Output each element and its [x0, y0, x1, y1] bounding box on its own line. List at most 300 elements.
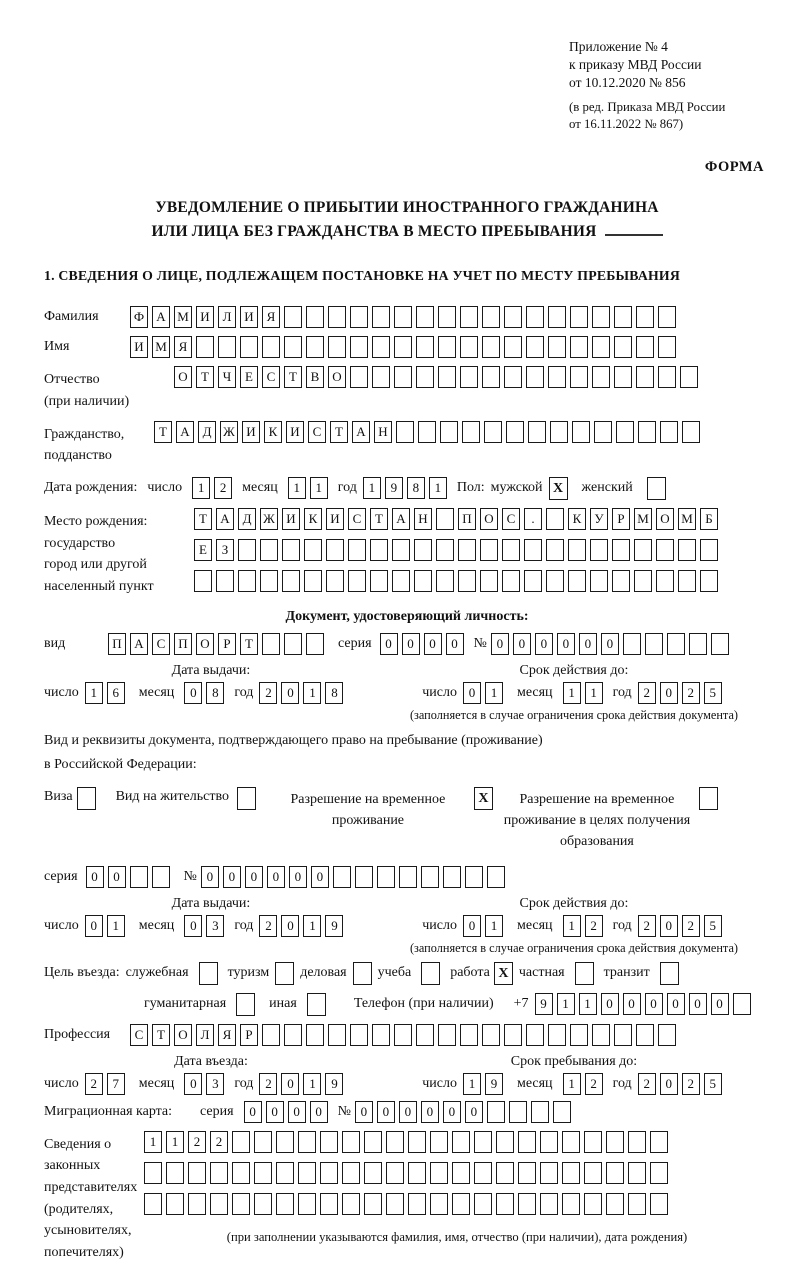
- char-box[interactable]: 0: [463, 682, 481, 704]
- char-box[interactable]: Т: [196, 366, 214, 388]
- char-box[interactable]: [504, 366, 522, 388]
- purpose-other-checkbox[interactable]: [307, 993, 326, 1016]
- char-box[interactable]: И: [286, 421, 304, 443]
- char-box[interactable]: [616, 421, 634, 443]
- char-box[interactable]: [436, 508, 454, 530]
- char-box[interactable]: 0: [310, 1101, 328, 1123]
- char-box[interactable]: 0: [645, 993, 663, 1015]
- char-box[interactable]: 0: [557, 633, 575, 655]
- char-box[interactable]: [496, 1131, 514, 1153]
- char-box[interactable]: [238, 570, 256, 592]
- char-box[interactable]: 5: [704, 682, 722, 704]
- char-box[interactable]: П: [174, 633, 192, 655]
- char-box[interactable]: 1: [429, 477, 447, 499]
- char-box[interactable]: [370, 539, 388, 561]
- char-box[interactable]: [711, 633, 729, 655]
- char-box[interactable]: [416, 366, 434, 388]
- char-box[interactable]: [276, 1193, 294, 1215]
- char-box[interactable]: 8: [206, 682, 224, 704]
- char-box[interactable]: [504, 306, 522, 328]
- char-box[interactable]: Е: [240, 366, 258, 388]
- char-box[interactable]: [440, 421, 458, 443]
- char-box[interactable]: [548, 306, 566, 328]
- char-box[interactable]: [733, 993, 751, 1015]
- char-box[interactable]: [658, 1024, 676, 1046]
- char-box[interactable]: [276, 1162, 294, 1184]
- char-box[interactable]: 3: [206, 1073, 224, 1095]
- char-box[interactable]: 0: [108, 866, 126, 888]
- char-box[interactable]: [480, 539, 498, 561]
- char-box[interactable]: [614, 1024, 632, 1046]
- char-box[interactable]: 1: [563, 1073, 581, 1095]
- char-box[interactable]: Р: [612, 508, 630, 530]
- sex-male-checkbox[interactable]: X: [549, 477, 568, 500]
- char-box[interactable]: [394, 336, 412, 358]
- char-box[interactable]: [232, 1193, 250, 1215]
- char-box[interactable]: 1: [579, 993, 597, 1015]
- char-box[interactable]: М: [678, 508, 696, 530]
- char-box[interactable]: [689, 633, 707, 655]
- char-box[interactable]: [636, 1024, 654, 1046]
- char-box[interactable]: С: [152, 633, 170, 655]
- char-box[interactable]: [474, 1193, 492, 1215]
- char-box[interactable]: [526, 336, 544, 358]
- char-box[interactable]: [482, 336, 500, 358]
- char-box[interactable]: [660, 421, 678, 443]
- char-box[interactable]: [548, 1024, 566, 1046]
- char-box[interactable]: Л: [218, 306, 236, 328]
- char-box[interactable]: [496, 1193, 514, 1215]
- char-box[interactable]: [518, 1131, 536, 1153]
- char-box[interactable]: 0: [601, 633, 619, 655]
- char-box[interactable]: [232, 1131, 250, 1153]
- char-box[interactable]: [553, 1101, 571, 1123]
- char-box[interactable]: [650, 1162, 668, 1184]
- char-box[interactable]: Б: [700, 508, 718, 530]
- char-box[interactable]: О: [656, 508, 674, 530]
- char-box[interactable]: 0: [85, 915, 103, 937]
- char-box[interactable]: [570, 366, 588, 388]
- char-box[interactable]: [218, 336, 236, 358]
- char-box[interactable]: [650, 1193, 668, 1215]
- char-box[interactable]: С: [130, 1024, 148, 1046]
- char-box[interactable]: [350, 306, 368, 328]
- char-box[interactable]: 0: [443, 1101, 461, 1123]
- char-box[interactable]: 2: [259, 915, 277, 937]
- char-box[interactable]: [262, 1024, 280, 1046]
- char-box[interactable]: П: [458, 508, 476, 530]
- char-box[interactable]: [438, 1024, 456, 1046]
- char-box[interactable]: [348, 570, 366, 592]
- char-box[interactable]: [504, 336, 522, 358]
- char-box[interactable]: С: [308, 421, 326, 443]
- char-box[interactable]: [502, 570, 520, 592]
- char-box[interactable]: 2: [214, 477, 232, 499]
- char-box[interactable]: [284, 306, 302, 328]
- char-box[interactable]: [350, 1024, 368, 1046]
- residence-permit-checkbox[interactable]: [237, 787, 256, 810]
- char-box[interactable]: [130, 866, 148, 888]
- char-box[interactable]: [216, 570, 234, 592]
- char-box[interactable]: [452, 1162, 470, 1184]
- char-box[interactable]: [320, 1131, 338, 1153]
- char-box[interactable]: [700, 570, 718, 592]
- char-box[interactable]: Н: [414, 508, 432, 530]
- char-box[interactable]: А: [130, 633, 148, 655]
- char-box[interactable]: Л: [196, 1024, 214, 1046]
- char-box[interactable]: [570, 336, 588, 358]
- char-box[interactable]: 1: [166, 1131, 184, 1153]
- char-box[interactable]: [304, 539, 322, 561]
- char-box[interactable]: [430, 1162, 448, 1184]
- char-box[interactable]: Т: [370, 508, 388, 530]
- char-box[interactable]: [482, 366, 500, 388]
- char-box[interactable]: [504, 1024, 522, 1046]
- char-box[interactable]: 0: [377, 1101, 395, 1123]
- char-box[interactable]: [262, 336, 280, 358]
- char-box[interactable]: 2: [638, 915, 656, 937]
- char-box[interactable]: [392, 570, 410, 592]
- char-box[interactable]: 0: [244, 1101, 262, 1123]
- char-box[interactable]: [614, 336, 632, 358]
- char-box[interactable]: 0: [711, 993, 729, 1015]
- char-box[interactable]: 2: [682, 682, 700, 704]
- temp-residence-edu-checkbox[interactable]: [699, 787, 718, 810]
- char-box[interactable]: 0: [288, 1101, 306, 1123]
- char-box[interactable]: 0: [446, 633, 464, 655]
- char-box[interactable]: [320, 1193, 338, 1215]
- char-box[interactable]: [524, 539, 542, 561]
- char-box[interactable]: Р: [240, 1024, 258, 1046]
- char-box[interactable]: [592, 306, 610, 328]
- char-box[interactable]: [232, 1162, 250, 1184]
- char-box[interactable]: Т: [284, 366, 302, 388]
- char-box[interactable]: К: [304, 508, 322, 530]
- char-box[interactable]: [584, 1162, 602, 1184]
- char-box[interactable]: [370, 570, 388, 592]
- char-box[interactable]: [606, 1131, 624, 1153]
- char-box[interactable]: 0: [289, 866, 307, 888]
- char-box[interactable]: Р: [218, 633, 236, 655]
- char-box[interactable]: [372, 336, 390, 358]
- char-box[interactable]: [394, 306, 412, 328]
- char-box[interactable]: [700, 539, 718, 561]
- char-box[interactable]: [399, 866, 417, 888]
- char-box[interactable]: [306, 633, 324, 655]
- char-box[interactable]: [682, 421, 700, 443]
- char-box[interactable]: [506, 421, 524, 443]
- char-box[interactable]: [372, 1024, 390, 1046]
- char-box[interactable]: [408, 1162, 426, 1184]
- char-box[interactable]: О: [174, 366, 192, 388]
- char-box[interactable]: [394, 1024, 412, 1046]
- char-box[interactable]: [592, 336, 610, 358]
- char-box[interactable]: И: [240, 306, 258, 328]
- char-box[interactable]: 1: [363, 477, 381, 499]
- char-box[interactable]: [386, 1131, 404, 1153]
- char-box[interactable]: [623, 633, 641, 655]
- char-box[interactable]: [326, 570, 344, 592]
- char-box[interactable]: [396, 421, 414, 443]
- char-box[interactable]: [524, 570, 542, 592]
- char-box[interactable]: [656, 570, 674, 592]
- char-box[interactable]: [540, 1162, 558, 1184]
- char-box[interactable]: И: [326, 508, 344, 530]
- char-box[interactable]: [562, 1131, 580, 1153]
- char-box[interactable]: [460, 1024, 478, 1046]
- char-box[interactable]: [474, 1131, 492, 1153]
- char-box[interactable]: Ф: [130, 306, 148, 328]
- char-box[interactable]: [350, 366, 368, 388]
- char-box[interactable]: [487, 1101, 505, 1123]
- char-box[interactable]: 2: [210, 1131, 228, 1153]
- char-box[interactable]: [526, 366, 544, 388]
- visa-checkbox[interactable]: [77, 787, 96, 810]
- char-box[interactable]: Д: [238, 508, 256, 530]
- char-box[interactable]: [570, 1024, 588, 1046]
- char-box[interactable]: [394, 366, 412, 388]
- char-box[interactable]: И: [242, 421, 260, 443]
- char-box[interactable]: [355, 866, 373, 888]
- char-box[interactable]: О: [328, 366, 346, 388]
- char-box[interactable]: [526, 306, 544, 328]
- char-box[interactable]: [282, 539, 300, 561]
- char-box[interactable]: [386, 1193, 404, 1215]
- char-box[interactable]: [240, 336, 258, 358]
- char-box[interactable]: И: [196, 306, 214, 328]
- char-box[interactable]: [210, 1193, 228, 1215]
- char-box[interactable]: 2: [585, 1073, 603, 1095]
- char-box[interactable]: [342, 1193, 360, 1215]
- char-box[interactable]: [210, 1162, 228, 1184]
- char-box[interactable]: 0: [465, 1101, 483, 1123]
- char-box[interactable]: [298, 1193, 316, 1215]
- char-box[interactable]: [377, 866, 395, 888]
- char-box[interactable]: 0: [266, 1101, 284, 1123]
- char-box[interactable]: П: [108, 633, 126, 655]
- char-box[interactable]: М: [634, 508, 652, 530]
- char-box[interactable]: [254, 1131, 272, 1153]
- char-box[interactable]: [416, 306, 434, 328]
- char-box[interactable]: [606, 1162, 624, 1184]
- char-box[interactable]: .: [524, 508, 542, 530]
- char-box[interactable]: 2: [638, 1073, 656, 1095]
- char-box[interactable]: 0: [281, 915, 299, 937]
- char-box[interactable]: [531, 1101, 549, 1123]
- char-box[interactable]: 0: [223, 866, 241, 888]
- char-box[interactable]: [328, 306, 346, 328]
- char-box[interactable]: К: [568, 508, 586, 530]
- char-box[interactable]: [328, 1024, 346, 1046]
- char-box[interactable]: Т: [330, 421, 348, 443]
- char-box[interactable]: [562, 1193, 580, 1215]
- char-box[interactable]: С: [502, 508, 520, 530]
- char-box[interactable]: У: [590, 508, 608, 530]
- char-box[interactable]: [540, 1193, 558, 1215]
- char-box[interactable]: 1: [192, 477, 210, 499]
- char-box[interactable]: Т: [194, 508, 212, 530]
- sex-female-checkbox[interactable]: [647, 477, 666, 500]
- char-box[interactable]: 1: [85, 682, 103, 704]
- char-box[interactable]: [584, 1193, 602, 1215]
- char-box[interactable]: 1: [485, 682, 503, 704]
- char-box[interactable]: [298, 1131, 316, 1153]
- char-box[interactable]: [262, 633, 280, 655]
- char-box[interactable]: 1: [303, 1073, 321, 1095]
- char-box[interactable]: [438, 306, 456, 328]
- char-box[interactable]: С: [348, 508, 366, 530]
- char-box[interactable]: [372, 366, 390, 388]
- char-box[interactable]: [416, 1024, 434, 1046]
- char-box[interactable]: 0: [579, 633, 597, 655]
- char-box[interactable]: 0: [660, 682, 678, 704]
- char-box[interactable]: Т: [152, 1024, 170, 1046]
- char-box[interactable]: 0: [355, 1101, 373, 1123]
- char-box[interactable]: [484, 421, 502, 443]
- char-box[interactable]: [326, 539, 344, 561]
- char-box[interactable]: Я: [262, 306, 280, 328]
- char-box[interactable]: И: [130, 336, 148, 358]
- char-box[interactable]: [550, 421, 568, 443]
- char-box[interactable]: [502, 539, 520, 561]
- char-box[interactable]: [606, 1193, 624, 1215]
- char-box[interactable]: 0: [424, 633, 442, 655]
- char-box[interactable]: [462, 421, 480, 443]
- char-box[interactable]: 0: [535, 633, 553, 655]
- char-box[interactable]: [638, 421, 656, 443]
- char-box[interactable]: [594, 421, 612, 443]
- char-box[interactable]: [474, 1162, 492, 1184]
- char-box[interactable]: 2: [682, 1073, 700, 1095]
- char-box[interactable]: [482, 306, 500, 328]
- char-box[interactable]: Я: [218, 1024, 236, 1046]
- char-box[interactable]: [333, 866, 351, 888]
- char-box[interactable]: [452, 1193, 470, 1215]
- char-box[interactable]: [678, 570, 696, 592]
- char-box[interactable]: [438, 336, 456, 358]
- char-box[interactable]: [282, 570, 300, 592]
- char-box[interactable]: [144, 1162, 162, 1184]
- char-box[interactable]: 2: [638, 682, 656, 704]
- char-box[interactable]: [568, 539, 586, 561]
- char-box[interactable]: Т: [240, 633, 258, 655]
- purpose-official-checkbox[interactable]: [199, 962, 218, 985]
- char-box[interactable]: 2: [85, 1073, 103, 1095]
- char-box[interactable]: [680, 366, 698, 388]
- char-box[interactable]: [634, 539, 652, 561]
- char-box[interactable]: 2: [188, 1131, 206, 1153]
- char-box[interactable]: [421, 866, 439, 888]
- char-box[interactable]: [526, 1024, 544, 1046]
- char-box[interactable]: 5: [704, 915, 722, 937]
- char-box[interactable]: [304, 570, 322, 592]
- char-box[interactable]: [166, 1193, 184, 1215]
- char-box[interactable]: З: [216, 539, 234, 561]
- char-box[interactable]: [572, 421, 590, 443]
- char-box[interactable]: [614, 306, 632, 328]
- char-box[interactable]: [658, 306, 676, 328]
- char-box[interactable]: А: [176, 421, 194, 443]
- char-box[interactable]: [260, 570, 278, 592]
- char-box[interactable]: 1: [144, 1131, 162, 1153]
- char-box[interactable]: [298, 1162, 316, 1184]
- purpose-transit-checkbox[interactable]: [660, 962, 679, 985]
- char-box[interactable]: В: [306, 366, 324, 388]
- char-box[interactable]: [284, 633, 302, 655]
- char-box[interactable]: 1: [107, 915, 125, 937]
- char-box[interactable]: 0: [86, 866, 104, 888]
- char-box[interactable]: 9: [485, 1073, 503, 1095]
- char-box[interactable]: 0: [184, 1073, 202, 1095]
- char-box[interactable]: М: [152, 336, 170, 358]
- char-box[interactable]: О: [196, 633, 214, 655]
- char-box[interactable]: [584, 1131, 602, 1153]
- char-box[interactable]: [306, 1024, 324, 1046]
- char-box[interactable]: [458, 539, 476, 561]
- char-box[interactable]: [496, 1162, 514, 1184]
- char-box[interactable]: Ж: [260, 508, 278, 530]
- char-box[interactable]: 0: [184, 915, 202, 937]
- char-box[interactable]: [438, 366, 456, 388]
- purpose-business-checkbox[interactable]: [353, 962, 372, 985]
- char-box[interactable]: [460, 306, 478, 328]
- char-box[interactable]: [196, 336, 214, 358]
- char-box[interactable]: 0: [463, 915, 481, 937]
- char-box[interactable]: И: [282, 508, 300, 530]
- char-box[interactable]: [443, 866, 461, 888]
- char-box[interactable]: [667, 633, 685, 655]
- char-box[interactable]: 0: [245, 866, 263, 888]
- char-box[interactable]: 0: [623, 993, 641, 1015]
- char-box[interactable]: [254, 1162, 272, 1184]
- char-box[interactable]: [392, 539, 410, 561]
- char-box[interactable]: 0: [660, 915, 678, 937]
- char-box[interactable]: [518, 1162, 536, 1184]
- char-box[interactable]: 1: [303, 682, 321, 704]
- char-box[interactable]: [636, 366, 654, 388]
- char-box[interactable]: 1: [288, 477, 306, 499]
- char-box[interactable]: [460, 336, 478, 358]
- char-box[interactable]: [188, 1162, 206, 1184]
- char-box[interactable]: [658, 336, 676, 358]
- char-box[interactable]: [386, 1162, 404, 1184]
- char-box[interactable]: [612, 570, 630, 592]
- char-box[interactable]: [430, 1193, 448, 1215]
- char-box[interactable]: [482, 1024, 500, 1046]
- char-box[interactable]: 0: [399, 1101, 417, 1123]
- purpose-study-checkbox[interactable]: [421, 962, 440, 985]
- char-box[interactable]: [152, 866, 170, 888]
- char-box[interactable]: 0: [421, 1101, 439, 1123]
- char-box[interactable]: М: [174, 306, 192, 328]
- purpose-humanitarian-checkbox[interactable]: [236, 993, 255, 1016]
- char-box[interactable]: [528, 421, 546, 443]
- char-box[interactable]: [460, 366, 478, 388]
- char-box[interactable]: [592, 1024, 610, 1046]
- char-box[interactable]: 0: [513, 633, 531, 655]
- char-box[interactable]: [320, 1162, 338, 1184]
- char-box[interactable]: [678, 539, 696, 561]
- char-box[interactable]: 8: [407, 477, 425, 499]
- char-box[interactable]: [144, 1193, 162, 1215]
- char-box[interactable]: 1: [303, 915, 321, 937]
- char-box[interactable]: 0: [667, 993, 685, 1015]
- char-box[interactable]: [458, 570, 476, 592]
- char-box[interactable]: 9: [535, 993, 553, 1015]
- char-box[interactable]: [194, 570, 212, 592]
- char-box[interactable]: 6: [107, 682, 125, 704]
- char-box[interactable]: 1: [463, 1073, 481, 1095]
